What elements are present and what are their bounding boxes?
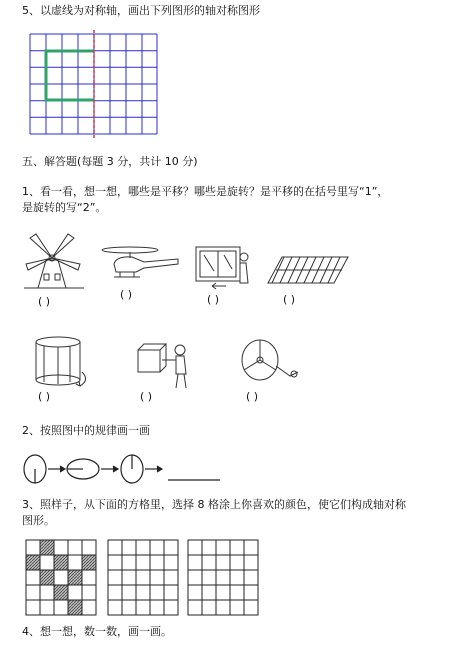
empty-grid-1 bbox=[108, 540, 178, 615]
answer-blank-pushing-box[interactable]: ( ) bbox=[140, 390, 153, 403]
answer-blank-windmill[interactable]: ( ) bbox=[38, 295, 51, 308]
sample-grid bbox=[26, 540, 96, 615]
answer-blank-revolving-door[interactable]: ( ) bbox=[38, 390, 51, 403]
escalator-picture bbox=[264, 253, 352, 287]
revolving-door-picture bbox=[30, 332, 92, 390]
given-shape bbox=[46, 51, 94, 100]
answer-blank-steering-wheel[interactable]: ( ) bbox=[246, 390, 259, 403]
q5-title: 5、以虚线为对称轴，画出下列图形的轴对称图形 bbox=[22, 4, 260, 17]
coloring-grids bbox=[26, 540, 272, 616]
q3-line1: 3、照样子，从下面的方格里，选择 8 格涂上你喜欢的颜色，使它们构成轴对称 bbox=[22, 498, 406, 511]
q1-line1: 1、看一看，想一想，哪些是平移？哪些是旋转？是平移的在括号里写“1”， bbox=[22, 185, 389, 198]
sliding-window-picture bbox=[194, 243, 252, 291]
steering-wheel-picture bbox=[236, 336, 302, 386]
empty-grid-2 bbox=[188, 540, 258, 615]
q4-title: 4、想一想，数一数，画一画。 bbox=[22, 625, 172, 638]
helicopter-picture bbox=[100, 242, 182, 282]
q2-title: 2、按照图中的规律画一画 bbox=[22, 424, 150, 437]
windmill-picture bbox=[24, 230, 86, 292]
answer-blank-escalator[interactable]: ( ) bbox=[283, 293, 296, 306]
pushing-box-picture bbox=[136, 340, 192, 390]
pattern-sequence bbox=[20, 452, 230, 486]
q1-line2: 是旋转的写“2”。 bbox=[22, 201, 107, 214]
answer-blank-window[interactable]: ( ) bbox=[207, 293, 220, 306]
q3-line2: 图形。 bbox=[22, 514, 55, 527]
section5-title: 五、解答题(每题 3 分，共计 10 分) bbox=[22, 155, 198, 168]
answer-blank-helicopter[interactable]: ( ) bbox=[120, 288, 133, 301]
symmetry-grid bbox=[30, 34, 158, 136]
